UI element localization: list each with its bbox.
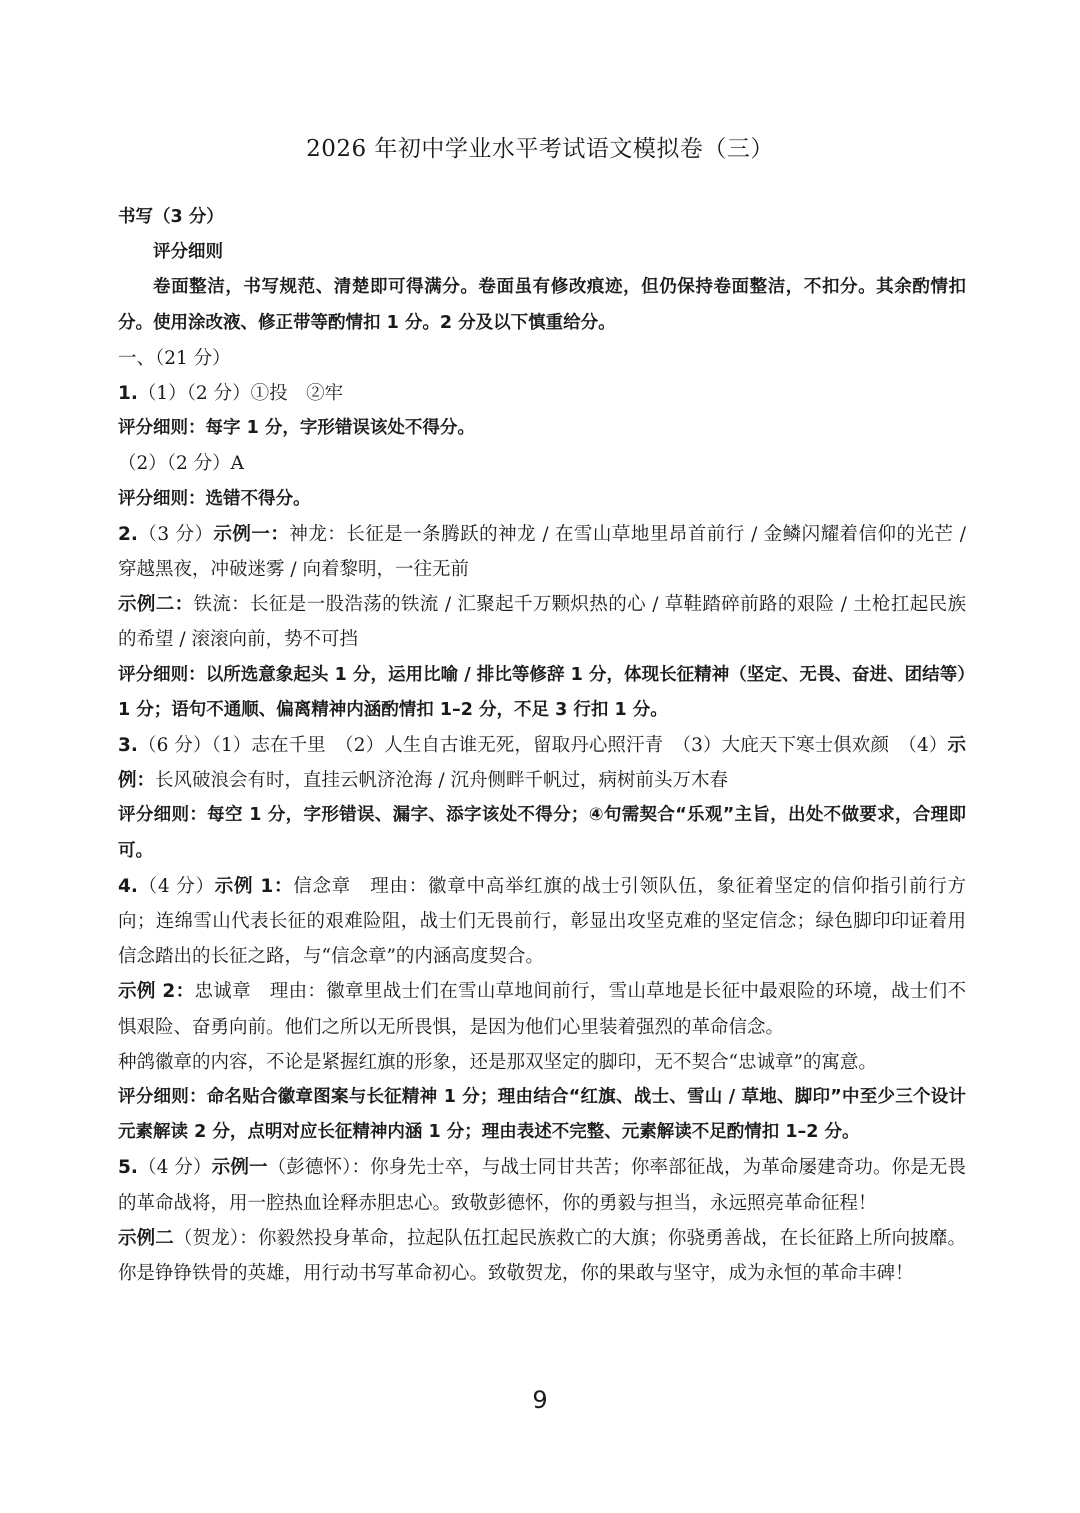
- q3-number: 3.: [118, 735, 138, 757]
- q4-example1-label: 示例 1：: [214, 875, 294, 897]
- q2-number: 2.: [118, 523, 138, 545]
- q4-example2-label: 示例 2：: [118, 981, 195, 1003]
- q5-number: 5.: [118, 1157, 138, 1179]
- page-title: 2026 年初中学业水平考试语文模拟卷（三）: [306, 136, 774, 162]
- q4-example1: [118, 869, 966, 975]
- writing-subheading: 评分细则: [153, 242, 223, 263]
- q5-example1: [118, 1150, 966, 1220]
- q3-answer: [118, 728, 966, 798]
- writing-heading: 书写（3 分）: [118, 207, 224, 227]
- q4-score: （4 分）: [137, 875, 215, 897]
- answer-content: [118, 200, 966, 1291]
- q5-example2-text: （贺龙）：你毅然投身革命，拉起队伍扛起民族救亡的大旗；你骁勇善战，在长征路上所向披靡。你是铮铮铁骨的英雄，用行动书写革命初心。致敬贺龙，你的果敢与坚守，成为永恒的革命丰碑！: [118, 1227, 966, 1285]
- section-one-heading: 一、（21 分）: [118, 347, 231, 369]
- q1-part1: [118, 376, 966, 411]
- q2-example2-text: 铁流：长征是一股浩荡的铁流 / 汇聚起千万颗炽热的心 / 草鞋踏碎前路的艰险 / 土枪扛起民族的希望 / 滚滚向前，势不可挡: [118, 594, 966, 651]
- q2-example1: [118, 517, 966, 587]
- q3-rule: 评分细则：每空 1 分，字形错误、漏字、添字该处不得分；④句需契合“乐观”主旨，出处不做要求，合理即可。: [118, 805, 966, 861]
- q2-example1-text: 神龙：长征是一条腾跃的神龙 / 在雪山草地里昂首前行 / 金鳞闪耀着信仰的光芒 / 穿越黑夜，冲破迷雾 / 向着黎明，一往无前: [118, 523, 966, 581]
- q1-part1-rule: 评分细则：每字 1 分，字形错误该处不得分。: [118, 418, 475, 439]
- q4-example2-text: 忠诚章 理由：徽章里战士们在雪山草地间前行，雪山草地是长征中最艰险的环境，战士们不惧艰险、奋勇向前。他们之所以无所畏惧，是因为他们心里装着强烈的革命信念。: [118, 981, 966, 1038]
- q2-example1-label: 示例一：: [213, 523, 290, 545]
- q4-example1-text: 信念章 理由：徽章中高举红旗的战士引领队伍，象征着坚定的信仰指引前行方向；连绵雪山代表长征的艰难险阻，战士们无畏前行，彰显出攻坚克难的坚定信念；绿色脚印印证着用信念踏出的长征之路，与“信念章”的内涵高度契合。: [118, 875, 966, 968]
- q4-number: 4.: [118, 875, 138, 897]
- q3-example-label: 示例：: [118, 735, 966, 792]
- q2-example2-label: 示例二：: [118, 594, 194, 616]
- q5-example1-label: 示例一: [211, 1157, 268, 1179]
- q3-text-a: （6 分）（1）志在千里 （2）人生自古谁无死，留取丹心照汗青 （3）大庇天下寒士俱欢颜 （4）: [137, 735, 948, 757]
- q2-rule: 评分细则：以所选意象起头 1 分，运用比喻 / 排比等修辞 1 分，体现长征精神（坚定、无畏、奋进、团结等）1 分；语句不通顺、偏离精神内涵酌情扣 1–2 分，不足 3 行扣 1 分。: [118, 664, 966, 720]
- q4-example2: [118, 974, 966, 1044]
- page-number: 9: [532, 1386, 548, 1414]
- q5-example1-text: （彭德怀）：你身先士卒，与战士同甘共苦；你率部征战，为革命屡建奇功。你是无畏的革命战将，用一腔热血诠释赤胆忠心。致敬彭德怀，你的勇毅与担当，永远照亮革命征程！: [118, 1157, 966, 1214]
- q4-rule: 评分细则：命名贴合徽章图案与长征精神 1 分；理由结合“红旗、战士、雪山 / 草地、脚印”中至少三个设计元素解读 2 分，点明对应长征精神内涵 1 分；理由表述不完整、元素解读不足酌情扣 1–2 分。: [118, 1087, 966, 1143]
- q2-example2: [118, 587, 966, 657]
- q1-part2-answer: （2）（2 分）A: [118, 453, 245, 475]
- q4-extra: 种鸽徽章的内容，不论是紧握红旗的形象，还是那双坚定的脚印，无不契合“忠诚章”的寓意。: [118, 1051, 877, 1073]
- q5-example2: [118, 1221, 966, 1291]
- q1-part1-answer: （1）（2 分）①投 ②牢: [137, 383, 344, 405]
- q5-example2-label: 示例二: [118, 1227, 174, 1249]
- q2-score: （3 分）: [137, 523, 214, 545]
- q5-score: （4 分）: [137, 1157, 212, 1179]
- writing-rule: 卷面整洁，书写规范、清楚即可得满分。卷面虽有修改痕迹，但仍保持卷面整洁，不扣分。其余酌情扣分。使用涂改液、修正带等酌情扣 1 分。2 分及以下慎重给分。: [118, 277, 966, 333]
- q1-number: 1.: [118, 383, 138, 405]
- q3-text-b: 长风破浪会有时，直挂云帆济沧海 / 沉舟侧畔千帆过，病树前头万木春: [155, 770, 729, 792]
- q1-part2-rule: 评分细则：选错不得分。: [118, 488, 311, 509]
